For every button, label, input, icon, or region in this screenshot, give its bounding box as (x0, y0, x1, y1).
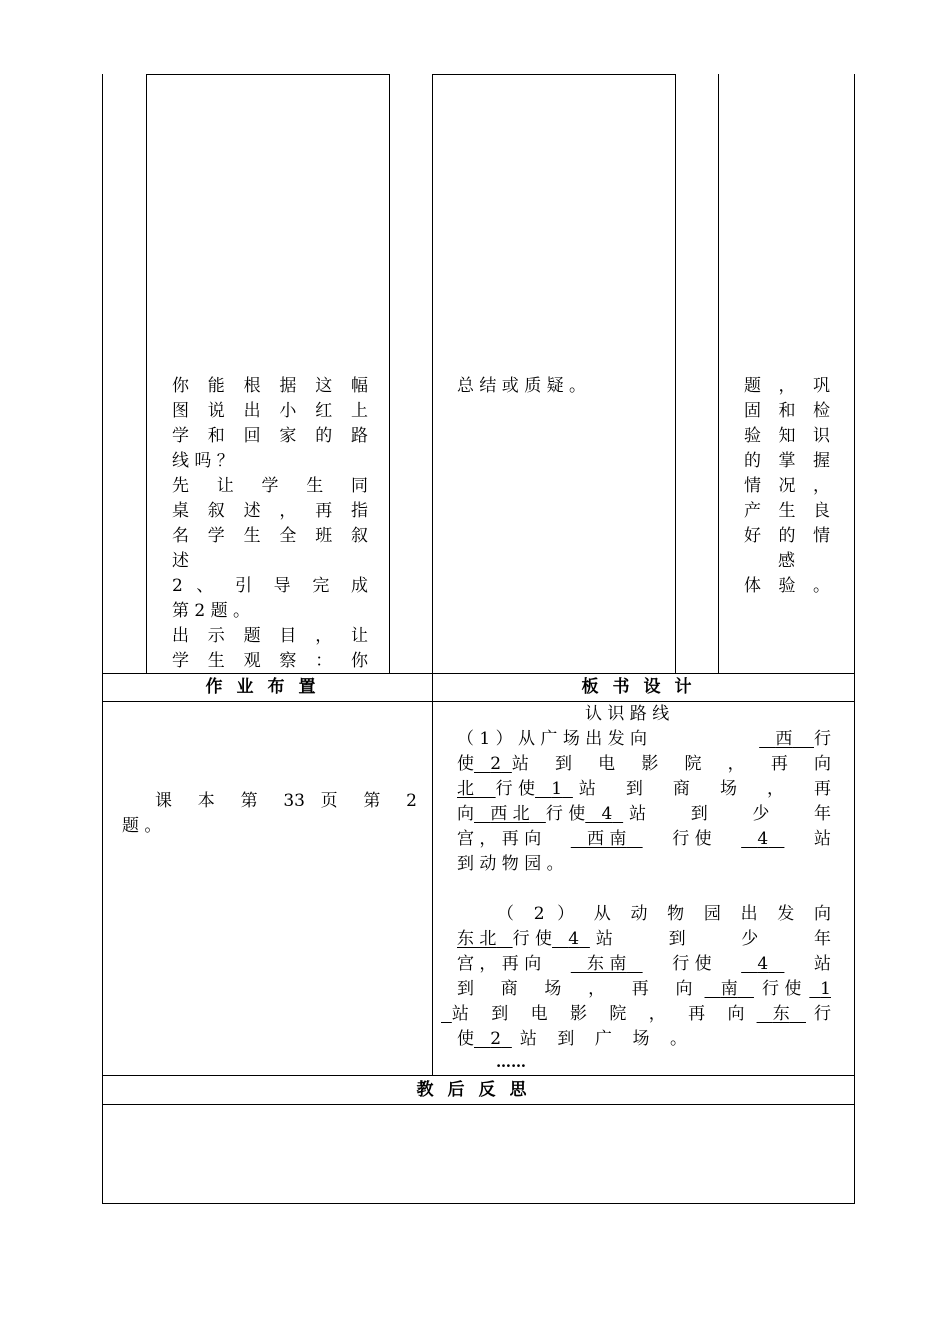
board-design-header: 板书设计 (581, 677, 706, 697)
answer-blank: 西 北 (490, 804, 530, 824)
column-divider (432, 673, 433, 1076)
process-line: 图 说 出 小 红 上 (172, 401, 368, 421)
answer-blank: 4 (757, 954, 769, 974)
box1-top (146, 74, 390, 75)
process-line: 名 学 生 全 班 叙 (172, 526, 368, 546)
box3-left (718, 74, 719, 674)
answer-blank: 4 (568, 929, 580, 949)
intent-line: 产 生 良 (744, 501, 830, 521)
box1-left (146, 74, 147, 674)
answer-blank: 西 行 (775, 729, 831, 749)
homework-content: 课 本 第 33 页 第 2 (155, 791, 417, 811)
answer-blank: 北 (457, 779, 474, 799)
route-line: 使 2 站 到 电 影 院 ， 再 向 (457, 752, 831, 777)
process-line: 出 示 题 目 ， 让 (172, 626, 368, 646)
route-line: 宫 ， 再 向 东 南 行 使 4 站 (457, 952, 831, 977)
outer-left-border (102, 74, 103, 1204)
box1-right (389, 74, 390, 674)
intent-line: 固 和 检 (744, 401, 830, 421)
answer-blank (441, 1002, 452, 1027)
route-line: 向 西 北 行 使 4 站 到 少 年 (457, 802, 831, 827)
answer-blank: 4 (757, 829, 769, 849)
process-line: 述 (172, 551, 189, 571)
homework-header: 作业布置 (205, 677, 330, 697)
answer-blank: 2 (490, 1029, 502, 1049)
board-title: 认 识 路 线 (585, 704, 670, 724)
answer-blank: 东 北 (457, 929, 497, 949)
intent-line: 的 掌 握 (744, 451, 830, 471)
ellipsis: …… (496, 1053, 526, 1071)
process-line: 学 生 观 察 ： 你 (172, 651, 368, 671)
bottom-border (102, 1203, 855, 1204)
process-line: 第 2 题 。 (172, 601, 251, 621)
box2-right (675, 74, 676, 674)
answer-blank: 1 (551, 779, 563, 799)
answer-blank: 1 (820, 979, 831, 999)
answer-blank: 东 南 (587, 954, 627, 974)
route-line: 北 行 使 1 站 到 商 场 ， 再 (457, 777, 831, 802)
reflection-header: 教后反思 (416, 1080, 541, 1100)
route-line: 到 商 场 ， 再 向 南 行 使 1 (457, 977, 831, 1002)
route-line: 宫 ， 再 向 西 南 行 使 4 站 (457, 827, 831, 852)
intent-line: 题 ， 巩 (744, 376, 830, 396)
row-divider-3 (102, 1075, 855, 1076)
route-line: （ 1 ） 从 广 场 出 发 向 西 行 (457, 727, 831, 752)
process-line: 桌 叙 述 ， 再 指 (172, 501, 368, 521)
route-line: 东 北 行 使 4 站 到 少 年 (457, 927, 831, 952)
box2-left (432, 74, 433, 674)
process-line: 线 吗 ？ (172, 451, 234, 471)
answer-blank: 西 南 (587, 829, 627, 849)
answer-blank: 东 (772, 1004, 790, 1024)
process-line: 学 和 回 家 的 路 (172, 426, 368, 446)
student-activity-text: 总 结 或 质 疑 。 (457, 376, 587, 396)
process-line: 先 让 学 生 同 (172, 476, 368, 496)
route-line: 使 2 站 到 广 场 。 (457, 1027, 687, 1052)
route-line: 站 到 电 影 院 ， 再 向 东 行 (441, 1002, 831, 1027)
intent-line: 好 的 情 (744, 526, 830, 546)
route-line: （ 2 ） 从 动 物 园 出 发 向 (497, 904, 831, 924)
box2-top (432, 74, 676, 75)
route-line: 到 动 物 园 。 (457, 854, 564, 874)
process-line: 你 能 根 据 这 幅 (172, 376, 368, 396)
homework-content: 题 。 (122, 816, 162, 836)
row-divider-4 (102, 1104, 855, 1105)
answer-blank: 南 (720, 979, 738, 999)
row-divider-2 (102, 701, 855, 702)
process-line: 2 、 引 导 完 成 (172, 576, 368, 596)
outer-right-border (854, 74, 855, 1204)
intent-line: 感 (778, 551, 795, 571)
intent-line: 情 况 ， (744, 476, 830, 496)
answer-blank: 4 (601, 804, 613, 824)
answer-blank: 2 (490, 754, 502, 774)
intent-line: 验 知 识 (744, 426, 830, 446)
intent-line: 体 验 。 (744, 576, 830, 596)
